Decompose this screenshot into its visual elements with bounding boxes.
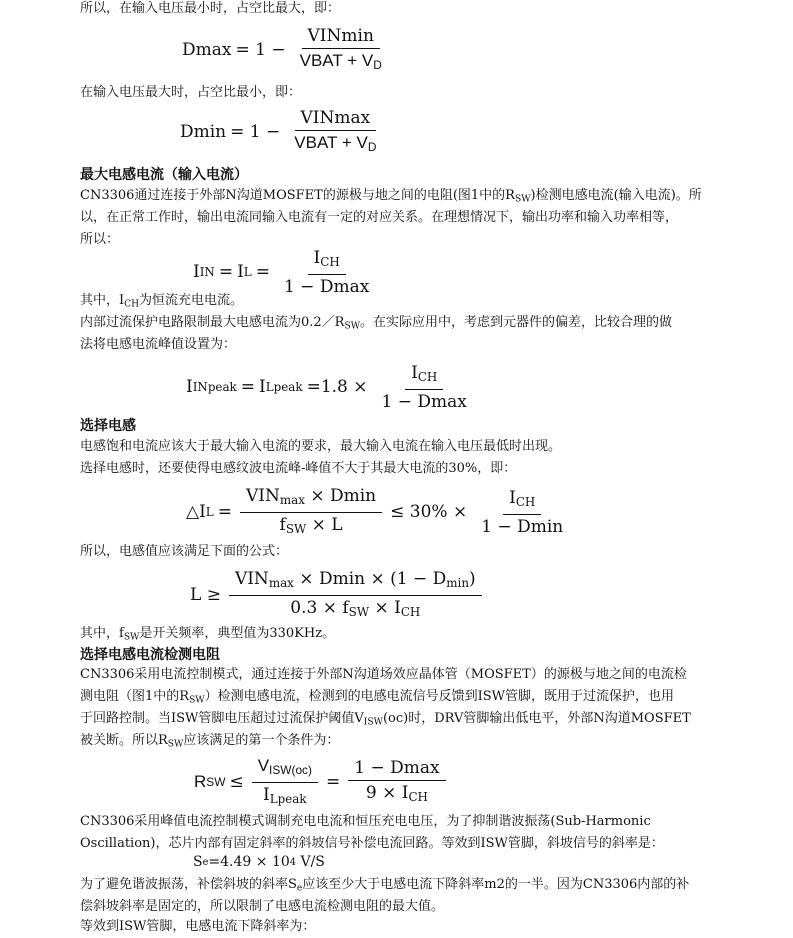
paragraph: CN3306通过连接于外部N沟道MOSFET的源极与地之间的电阻(图1中的$R_{SW}$)检测电感电流(输入电流)。所 [80, 188, 702, 205]
paragraph: 所以，电感值应该满足下面的公式： [80, 544, 289, 559]
paragraph: 在输入电压最大时，占空比最小，即： [80, 85, 302, 100]
paragraph: 于回路控制。当ISW管脚电压超过过流保护阈值$V_{ISW}(oc)$时，DRV管脚输出低电平，外部N沟道MOSFET [80, 711, 691, 728]
section-heading: 选择电感电流检测电阻 [80, 647, 220, 663]
paragraph: 所以： [80, 232, 120, 247]
paragraph: 选择电感时，还要使得电感纹波电流峰-峰值不大于其最大电流的30%，即： [80, 461, 517, 476]
paragraph: 其中，$I_{CH}$为恒流充电电流。 [80, 293, 244, 310]
paragraph: CN3306采用峰值电流控制模式调制充电电流和恒压充电电压，为了抑制谐波振荡(Sub-Harmonic [80, 814, 651, 829]
equation-dmax: Dmax = 1 − $\frac{\text{VINmin}}{VBAT + V_D}$ [182, 26, 382, 72]
paragraph: 电感饱和电流应该大于最大输入电流的要求，最大输入电流在输入电压最低时出现。 [80, 439, 562, 454]
paragraph: 等效到ISW管脚，电感电流下降斜率为： [80, 919, 316, 934]
paragraph: Oscillation)，芯片内部有固定斜率的斜坡信号补偿电流回路。等效到ISW管脚，斜坡信号的斜率是： [80, 836, 664, 851]
section-heading: 选择电感 [80, 418, 136, 434]
equation-inductance: L ≥ $\frac{VIN_{max} \times Dmin \times (1 - D_{min})}{0.3 \times f_{SW} \times I_{CH}}$ [186, 569, 486, 622]
equation-peak-current: I INpeak = I Lpeak =1.8 × $\frac{I_{CH}}{1 - Dmax}$ [186, 363, 467, 412]
equation-ripple: △I L = $\frac{VIN_{max} \times Dmin}{f_{SW} \times L}$ ≤ 30% × $\frac{I_{CH}}{1 - Dmin}$ [186, 486, 564, 537]
paragraph: 被关断。所以$R_{SW}$应该满足的第一个条件为： [80, 733, 340, 750]
paragraph: 以，在正常工作时，输出电流同输入电流有一定的对应关系。在理想情况下，输出功率和输入功率相等， [80, 210, 679, 225]
section-heading: 最大电感电流（输入电流） [80, 167, 248, 183]
paragraph: 为了避免谐波振荡，补偿斜坡的斜率$S_e$应该至少大于电感电流下降斜率m2的一半。因为CN3306内部的补 [80, 877, 690, 894]
paragraph: 测电阻（图1中的$R_{SW}$）检测电感电流，检测到的电感电流信号反馈到ISW管脚，既用于过流保护，也用 [80, 689, 675, 706]
paragraph: 偿斜坡斜率是固定的，所以限制了电感电流检测电阻的最大值。 [80, 899, 445, 914]
equation-slope: S e =4.49 × 10 4 V/S [193, 854, 325, 870]
equation-dmin: Dmin = 1 − $\frac{\text{VINmax}}{VBAT + V_D}$ [180, 108, 377, 154]
equation-input-current: I IN = I L = $\frac{I_{CH}}{1 - Dmax}$ [193, 248, 370, 297]
paragraph: 所以，在输入电压最小时，占空比最大，即： [80, 1, 341, 16]
paragraph: 其中，$f_{SW}$是开关频率，典型值为330KHz。 [80, 626, 336, 643]
paragraph: CN3306采用电流控制模式，通过连接于外部N沟道场效应晶体管（MOSFET）的源极与地之间的电流检 [80, 667, 687, 682]
equation-rsw: R SW ≤ $\frac{V_{ISW(oc)}}{I_{Lpeak}}$ = $\frac{1 - Dmax}{9 \times I_{CH}}$ [194, 756, 450, 809]
paragraph: 内部过流保护电路限制最大电感电流为$0.2/R_{SW}$。在实际应用中，考虑到元器件的偏差，比较合理的做 [80, 315, 673, 332]
paragraph: 法将电感电流峰值设置为： [80, 337, 237, 352]
